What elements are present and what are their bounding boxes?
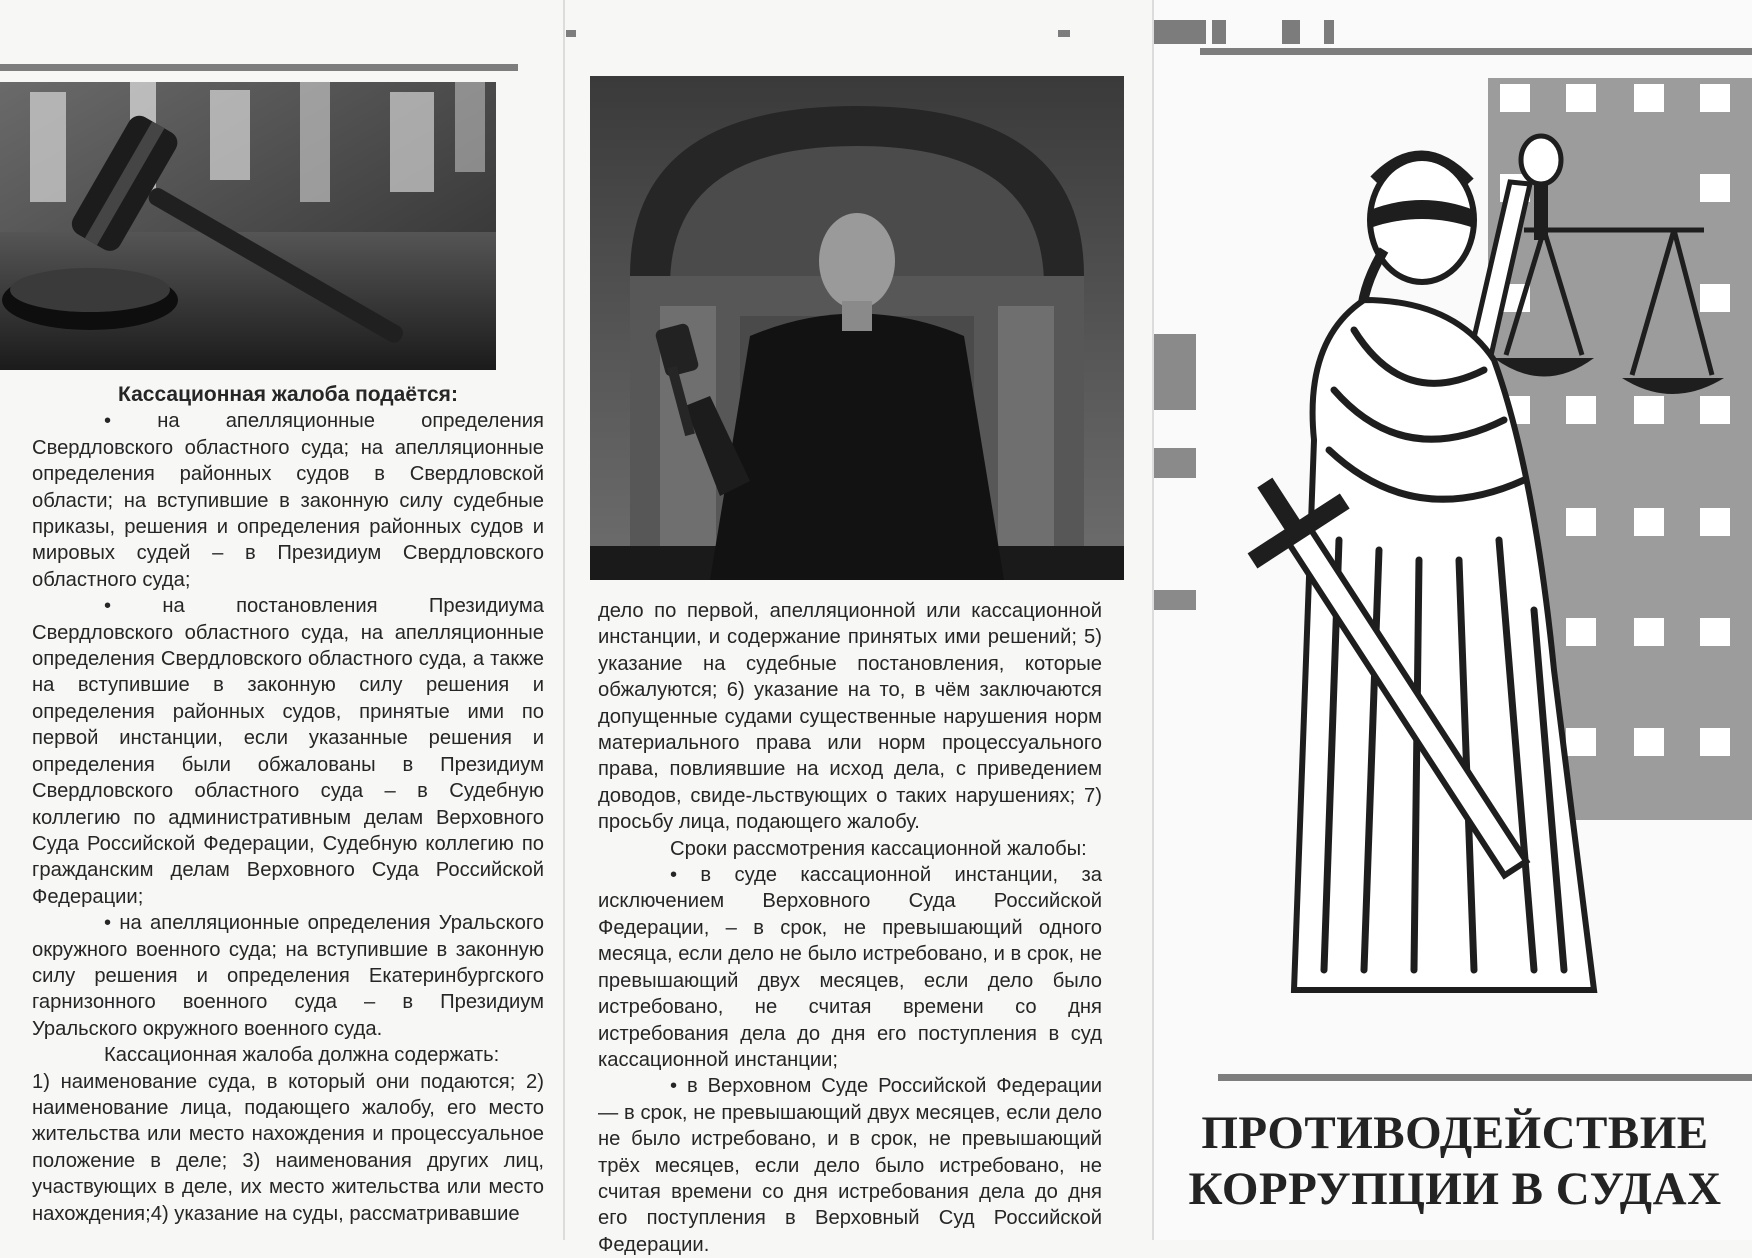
deco-bar-1 [1154,334,1196,410]
cover-top-rule [1200,48,1752,55]
title-line-2: КОРРУПЦИИ В СУДАХ [1188,1163,1722,1215]
cover-panel [1154,0,1752,1240]
term-item-2: • в Верховном Суде Российской Федерации — в срок, не превышающий двух месяцев, если дело не было истребовано, и в срок, не превышающий трёх месяцев, если дело было истребовано, не считая времени со дня истребования дела до дня его поступления в Верховный Суд Российской Федерации. [598,1075,1102,1256]
appeal-item-2: • на постановления Президиума Свердловского областного суда, на апелляционные определения Свердловского областного суда, а также на вступившие в законную силу решения и определения районных судов, принятые ими по первой инстанции, если указанные решения и определения были обжалованы в Президиум Свердловского областного суда – в Судебную коллегию по административным делам Верховного Суда Российской Федерации, Судебную коллегию по гражданским делам Верховного Суда Российской Федерации; [32,595,544,908]
judge-photo [590,76,1124,580]
term-item-1: • в суде кассационной инстанции, за исключением Верховного Суда Российской Федерации, – в срок, не превышающий одного месяца, если дело не было истребовано, и в срок, не превышающий двух месяцев, если дело было истребовано, не считая времени со дня истребования дела до дня его поступления в суд кассационной инстанции; [598,864,1102,1071]
deco-block-1 [1154,20,1206,44]
gavel-photo [0,82,496,370]
themis-statue [1234,110,1694,1010]
deco-block-2 [1212,20,1226,44]
requirements-text-block [598,598,1102,1258]
cover-title [1160,1105,1750,1217]
title-rule [1218,1074,1752,1081]
appeal-text-block [32,382,544,1227]
fold-line-1 [563,0,565,1240]
title-line-1: ПРОТИВОДЕЙСТВИЕ [1201,1107,1709,1159]
content-intro: Кассационная жалоба должна содержать: [104,1044,500,1067]
deco-bar-3 [1154,590,1196,610]
deco-block-4 [1324,20,1334,44]
appeal-item-3: • на апелляционные определения Уральского окружного военного суда; на вступившие в законную силу решения и определения Екатеринбургского гарнизонного военного суда – в Президиум Уральского окружного военного суда. [32,912,544,1040]
left-panel [0,0,560,1240]
deco-block-3 [1282,20,1300,44]
appeal-item-1: • на апелляционные определения Свердловского областного суда; на апелляционные определения районных судов в Свердловской области; на вступившие в законную силу судебные приказы, решения и определения районных судов и мировых судей – в Президиум Свердловского областного суда; [32,410,544,591]
content-text: 1) наименование суда, в который они подаются; 2) наименование лица, подающего жалобу, его место жительства или место нахождения и процессуальное положение в деле; 3) наименования других лиц, участвующих в деле, их место жительства или место нахождения;4) указание на суды, рассматривавшие [32,1070,544,1225]
requirements-continuation: дело по первой, апелляционной или кассационной инстанции, и содержание принятых ими решений; 5) указание на судебные постановления, которые обжалуются; 6) указание на то, в чём заключаются допущенные судами существенные нарушения норм материального права или норм процессуального права, повлиявшие на исход дела, с приведением доводов, свиде-льствующих о таких нарушениях; 7) просьбу лица, подающего жалобу. [598,600,1102,834]
appeal-heading: Кассационная жалоба подаётся: [118,383,458,406]
deco-bar-2 [1154,448,1196,478]
terms-heading: Сроки рассмотрения кассационной жалобы: [670,837,1087,860]
top-rule [0,64,518,71]
top-rule-short [566,30,576,37]
top-rule-short-2 [1058,30,1070,37]
middle-panel [566,0,1150,1256]
